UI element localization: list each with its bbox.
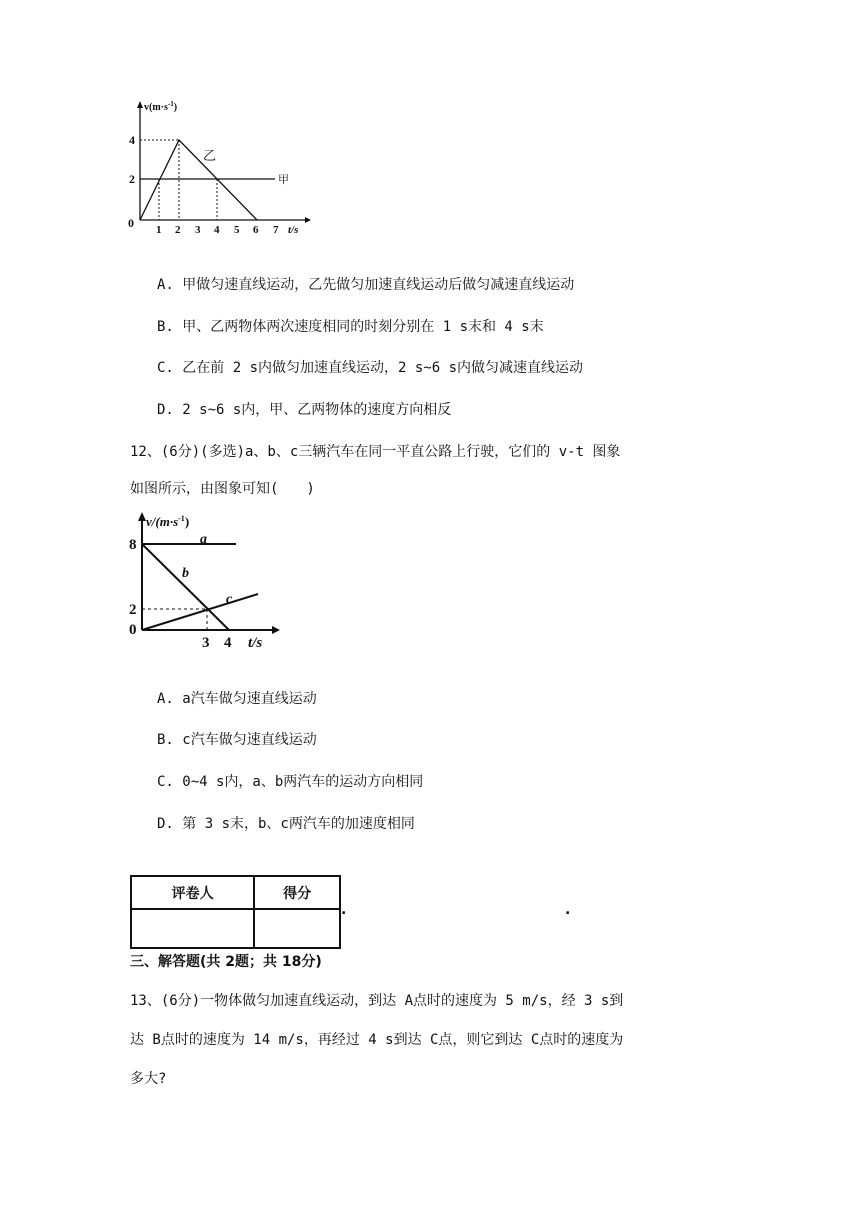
velocity-time-graph-1 [120, 95, 320, 245]
graph2-ylabel: $v/(m\cdot s^{-1})$ [146, 514, 190, 529]
q12-option-d: D. 第 3 s末，b、c两汽车的加速度相同 [157, 816, 415, 832]
q12-stem-line1: 12、(6分)(多选)a、b、c三辆汽车在同一平直公路上行驶，它们的 v-t 图象 [130, 444, 621, 460]
score-table-cell-grader[interactable] [131, 909, 254, 948]
graph1-ylabel: $v(m\cdot s^{-1})$ [144, 100, 178, 113]
graph1-xtick-6: 6 [253, 224, 259, 236]
q13-stem-line3: 多大? [130, 1071, 167, 1087]
graph1-label-jia: 甲 [278, 174, 289, 186]
velocity-time-graph-2 [128, 506, 288, 656]
graph1-origin: 0 [128, 216, 134, 230]
graph1-ytick-2: 2 [129, 172, 135, 186]
graph2-label-c: c [226, 592, 233, 607]
q13-stem-line2: 达 B点时的速度为 14 m/s，再经过 4 s到达 C点，则它到达 C点时的速度为 [130, 1032, 624, 1048]
stray-dot-2: . [565, 902, 571, 918]
graph1-label-yi: 乙 [203, 148, 217, 163]
q12-option-c: C. 0~4 s内，a、b两汽车的运动方向相同 [157, 774, 424, 790]
graph2-xtick-3: 3 [202, 635, 210, 651]
graph2-y-arrow [138, 512, 146, 521]
graph1-xtick-7: 7 [273, 224, 279, 236]
score-table [130, 875, 341, 949]
stray-dot-1: . [341, 902, 347, 918]
graph1-xtick-1: 1 [156, 224, 162, 236]
q12-option-a: A. a汽车做匀速直线运动 [157, 691, 317, 707]
score-table-header-grader: 评卷人 [131, 876, 254, 909]
graph1-xtick-4: 4 [214, 224, 220, 236]
graph1-ytick-4: 4 [129, 133, 135, 147]
graph2-ytick-2: 2 [129, 602, 137, 618]
q11-option-d: D. 2 s~6 s内，甲、乙两物体的速度方向相反 [157, 402, 452, 418]
graph2-svg [128, 506, 288, 656]
graph2-xtick-4: 4 [224, 635, 232, 651]
q11-option-b: B. 甲、乙两物体两次速度相同的时刻分别在 1 s末和 4 s末 [157, 319, 544, 335]
graph1-xlabel: t/s [288, 224, 299, 236]
score-table-cell-score[interactable] [254, 909, 340, 948]
graph1-line-yi [140, 140, 257, 220]
q11-option-a: A. 甲做匀速直线运动，乙先做匀加速直线运动后做匀减速直线运动 [157, 277, 575, 293]
q12-option-b: B. c汽车做匀速直线运动 [157, 732, 317, 748]
graph2-line-c [142, 594, 258, 630]
q12-stem-line2: 如图所示，由图象可知( ) [130, 481, 315, 497]
graph2-label-a: a [200, 532, 207, 547]
graph1-x-arrow [305, 217, 311, 223]
graph2-x-arrow [272, 626, 280, 634]
graph2-origin: 0 [129, 622, 137, 638]
section-3-heading: 三、解答题(共 2题；共 18分) [130, 954, 322, 970]
graph1-xtick-3: 3 [195, 224, 201, 236]
graph1-y-arrow [137, 101, 143, 108]
graph1-xtick-2: 2 [175, 224, 181, 236]
graph2-label-b: b [182, 566, 189, 581]
graph1-svg [120, 95, 320, 245]
graph2-ytick-8: 8 [129, 537, 137, 553]
graph2-xlabel: t/s [248, 635, 263, 651]
graph1-xtick-5: 5 [234, 224, 240, 236]
score-table-header-score: 得分 [254, 876, 340, 909]
q11-option-c: C. 乙在前 2 s内做匀加速直线运动，2 s~6 s内做匀减速直线运动 [157, 360, 584, 376]
q13-stem-line1: 13、(6分)一物体做匀加速直线运动，到达 A点时的速度为 5 m/s，经 3 s到 [130, 993, 624, 1009]
